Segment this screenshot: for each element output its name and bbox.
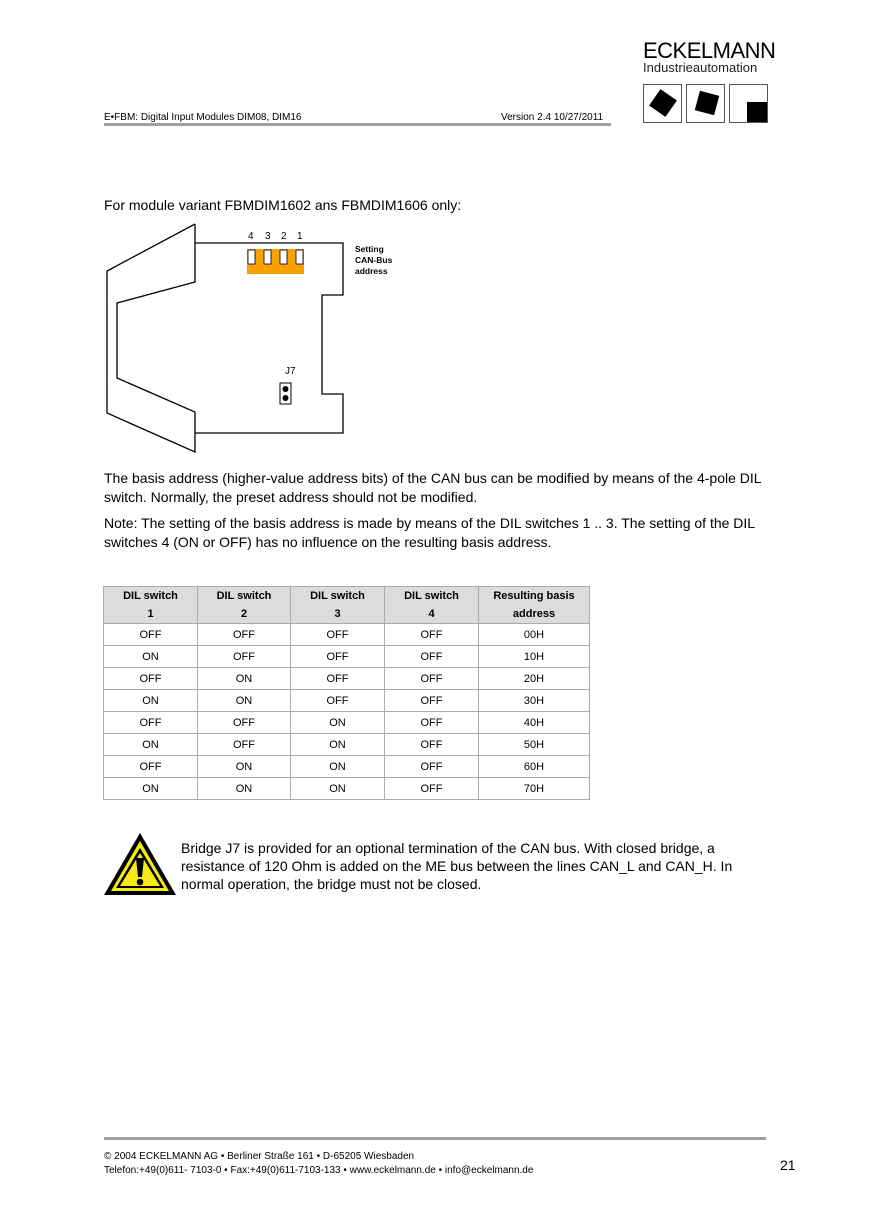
table-cell: OFF [198, 712, 291, 734]
switch-number: 3 [265, 231, 271, 242]
doc-title: E•FBM: Digital Input Modules DIM08, DIM16 [104, 112, 302, 123]
column-header-line: address [512, 608, 556, 620]
table-cell: OFF [291, 690, 385, 712]
column-header-line: Resulting basis [493, 590, 575, 602]
table-cell: 70H [479, 778, 590, 800]
table-cell: OFF [385, 778, 479, 800]
table-cell: ON [198, 668, 291, 690]
intro-text: For module variant FBMDIM1602 ans FBMDIM1606 only: [104, 197, 462, 213]
switch-number: 4 [248, 231, 254, 242]
column-header [291, 587, 385, 624]
table-row [104, 646, 590, 668]
table-cell: OFF [198, 646, 291, 668]
module-diagram [0, 0, 870, 470]
logo-subtitle: Industrieautomation [643, 60, 758, 75]
page-number: 21 [780, 1157, 796, 1173]
table-row [104, 734, 590, 756]
table-cell: ON [291, 778, 385, 800]
table-cell: OFF [291, 668, 385, 690]
table-cell: OFF [385, 624, 479, 646]
table-cell: 50H [479, 734, 590, 756]
table-row [104, 778, 590, 800]
dil-address-table [103, 586, 590, 800]
table-cell: OFF [104, 712, 198, 734]
column-header [479, 587, 590, 624]
warning-triangle-icon [102, 831, 178, 897]
table-cell: ON [104, 778, 198, 800]
column-header-line: DIL switch [310, 590, 365, 602]
table-cell: ON [198, 778, 291, 800]
table-cell: ON [198, 756, 291, 778]
table-cell: OFF [385, 690, 479, 712]
table-cell: 00H [479, 624, 590, 646]
switch-caption: Setting [355, 244, 384, 254]
paragraph-note: Note: The setting of the basis address is made by means of the DIL switches 1 .. 3. The setting of the DIL switches 4 (ON or OFF) has no influence on the resulting basis address. [104, 515, 755, 550]
table-cell: ON [291, 756, 385, 778]
table-cell: ON [291, 712, 385, 734]
connector-outline [107, 224, 195, 452]
table-cell: OFF [385, 646, 479, 668]
table-cell: OFF [385, 734, 479, 756]
doc-version: Version 2.4 10/27/2011 [501, 112, 604, 123]
table-cell: ON [104, 646, 198, 668]
footer-address: © 2004 ECKELMANN AG • Berliner Straße 161 • D-65205 Wiesbaden [104, 1151, 415, 1162]
table-cell: 20H [479, 668, 590, 690]
table-cell: OFF [104, 624, 198, 646]
table-cell: OFF [104, 756, 198, 778]
table-cell: ON [104, 734, 198, 756]
table-cell: 60H [479, 756, 590, 778]
table-row [104, 690, 590, 712]
column-header [104, 587, 198, 624]
column-header-line: 4 [428, 608, 435, 620]
table-cell: OFF [291, 646, 385, 668]
footer-contact: Telefon:+49(0)611- 7103-0 • Fax:+49(0)611-7103-133 • www.eckelmann.de • info@eckelmann.de [104, 1165, 534, 1176]
column-header-line: DIL switch [123, 590, 178, 602]
switch-number: 1 [297, 231, 303, 242]
table-row [104, 624, 590, 646]
column-header [198, 587, 291, 624]
table-cell: ON [291, 734, 385, 756]
table-cell: OFF [198, 624, 291, 646]
column-header-line: DIL switch [216, 590, 272, 602]
table-row [104, 668, 590, 690]
column-header-line: 2 [240, 608, 248, 620]
dil-switch [247, 249, 304, 274]
column-header [385, 587, 479, 624]
table-header-row [104, 587, 590, 624]
switch-caption: address [355, 266, 388, 276]
column-header-line: DIL switch [404, 590, 459, 602]
logo-brand: ECKELMANN [643, 38, 776, 63]
table-cell: OFF [385, 712, 479, 734]
table-cell: OFF [385, 668, 479, 690]
switch-number: 2 [281, 231, 287, 242]
table-row [104, 756, 590, 778]
warning-text: Bridge J7 is provided for an optional termination of the CAN bus. With closed bridge, a resistance of 120 Ohm is added on the ME bus between the lines CAN_L and CAN_H. In normal operation, the bridge must not be closed. [181, 840, 733, 892]
column-header-line: 1 [147, 608, 154, 620]
table-cell: 10H [479, 646, 590, 668]
table-cell: OFF [198, 734, 291, 756]
table-cell: ON [198, 690, 291, 712]
table-row [104, 712, 590, 734]
jumper-j7 [280, 383, 291, 404]
table-cell: 30H [479, 690, 590, 712]
table-cell: OFF [291, 624, 385, 646]
switch-caption: CAN-Bus [355, 255, 393, 265]
table-cell: ON [104, 690, 198, 712]
footer-rule [104, 1137, 766, 1140]
table-cell: OFF [385, 756, 479, 778]
table-cell: OFF [104, 668, 198, 690]
jumper-label: J7 [285, 366, 296, 377]
paragraph-basis-address: The basis address (higher-value address bits) of the CAN bus can be modified by means of the 4-pole DIL switch. Normally, the preset address should not be modified. [104, 470, 762, 505]
column-header-line: 3 [334, 608, 341, 620]
table-cell: 40H [479, 712, 590, 734]
